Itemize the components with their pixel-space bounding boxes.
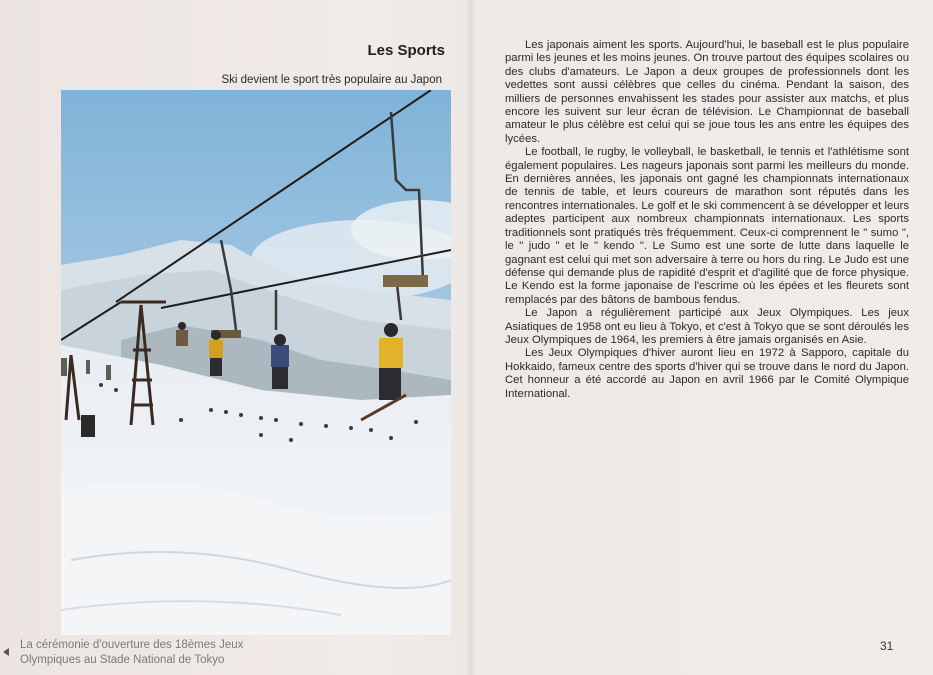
- paragraph: Le football, le rugby, le volleyball, le basketball, le tennis et l'athlétisme sont également populaires. Les nageurs japonais sont parmi les meilleurs du monde. En dernières années, les japonais ont gagné les championnats internationaux de tennis de table, et leurs coureurs de marathon sont réputés dans les rencontres internationales. Le golf et le ski commencent à se développer et leurs adeptes participent aux nombreux championnats internationaux. Les sports traditionnels sont pratiqués très fréquemment. Ceux-ci comprennent le " sumo ", le " judo " et le " kendo ". Le Sumo est une sorte de lutte dans laquelle le gagnant est celui qui met son adversaire à terre ou hors du ring. Le Judo est une défense qui demande plus de rapidité d'esprit et d'agilité que de force physique. Le Kendo est la forme japonaise de l'escrime où les épées et les fleurets sont remplacés par des bâtons de bambous fendus.: [505, 146, 909, 306]
- book-gutter: [466, 0, 476, 675]
- caption-line: La cérémonie d'ouverture des 18èmes Jeux: [20, 639, 244, 651]
- article-body: [505, 39, 909, 401]
- paragraph: Les japonais aiment les sports. Aujourd'hui, le baseball est le plus populaire parmi les jeunes et les moins jeunes. On trouve partout des équipes scolaires ou des clubs d'amateurs. Le Japon a deux groupes de professionnels dont les vedettes sont aussi célèbres que celles du cinéma. Pendant la saison, des milliers de personnes envahissent les stades pour assister aux matchs, et plus encore les suivent sur leur écran de télévision. Le Championnat de baseball amateur le plus célèbre est celui qui se joue tous les ans entre les équipes des lycées.: [505, 39, 909, 145]
- photo-caption-bottom: [20, 638, 320, 668]
- ski-lift-photo: [61, 90, 451, 635]
- photo-caption-top: Ski devient le sport très populaire au Japon: [221, 74, 442, 86]
- paragraph: Le Japon a régulièrement participé aux Jeux Olympiques. Les jeux Asiatiques de 1958 ont eu lieu à Tokyo, et c'est à Tokyo que se sont déroulés les Jeux Olympiques de 1964, les premiers à être jamais organisés en Asie.: [505, 307, 909, 346]
- caption-line: Olympiques au Stade National de Tokyo: [20, 654, 225, 666]
- page-number: 31: [880, 639, 894, 653]
- arrow-left-icon: [3, 648, 9, 656]
- page-title: Les Sports: [367, 42, 445, 59]
- paragraph: Les Jeux Olympiques d'hiver auront lieu en 1972 à Sapporo, capitale du Hokkaido, fameux centre des sports d'hiver qui se trouve dans le nord du Japon. Cet honneur a été accordé au Japon en avril 1966 par le Comité Olympique International.: [505, 347, 909, 400]
